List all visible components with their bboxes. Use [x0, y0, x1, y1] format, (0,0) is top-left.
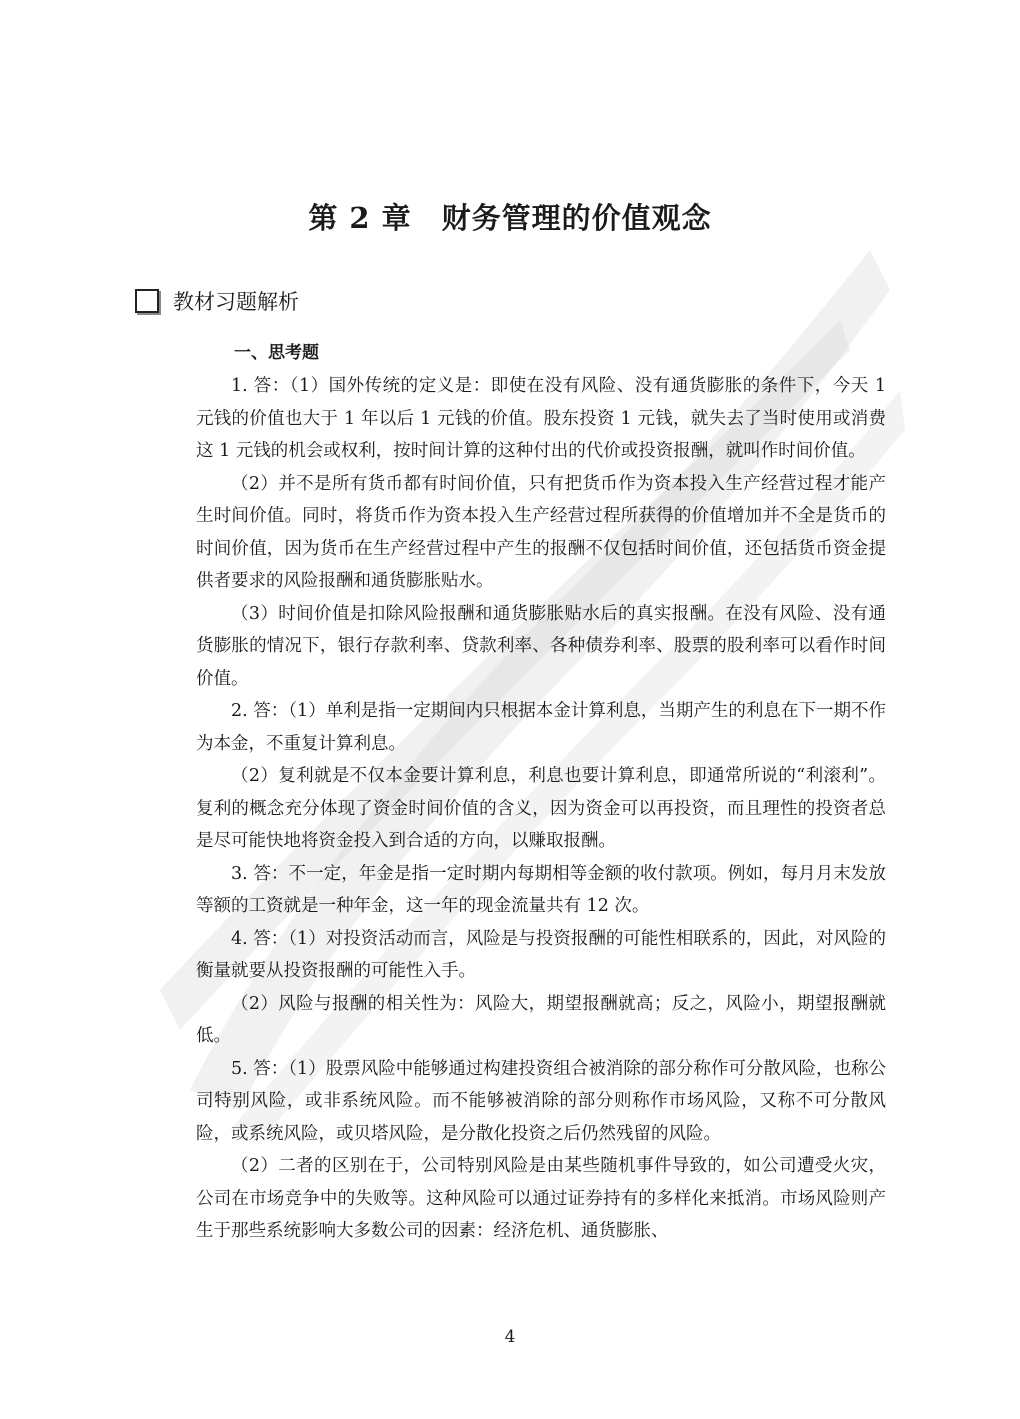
- paragraph: （2）并不是所有货币都有时间价值，只有把货币作为资本投入生产经营过程才能产生时间价值。同时，将货币作为资本投入生产经营过程所获得的价值增加并不全是货币的时间价值，因为货币在生产经营过程中产生的报酬不仅包括时间价值，还包括货币资金提供者要求的风险报酬和通货膨胀贴水。: [196, 473, 886, 591]
- section-header: [135, 286, 299, 316]
- paragraph: 3. 答：不一定，年金是指一定时期内每期相等金额的收付款项。例如，每月月末发放等额的工资就是一种年金，这一年的现金流量共有 12 次。: [196, 863, 886, 916]
- chapter-title: 第 2 章 财务管理的价值观念: [308, 201, 712, 235]
- paragraph: （3）时间价值是扣除风险报酬和通货膨胀贴水后的真实报酬。在没有风险、没有通货膨胀的情况下，银行存款利率、贷款利率、各种债券利率、股票的股利率可以看作时间价值。: [196, 603, 886, 689]
- section-box-icon: [135, 289, 159, 313]
- paragraph: 4. 答：（1）对投资活动而言，风险是与投资报酬的可能性相联系的，因此，对风险的衡量就要从投资报酬的可能性入手。: [196, 928, 886, 981]
- subsection-heading: 一、思考题: [234, 343, 319, 363]
- paragraph: 1. 答：（1）国外传统的定义是：即使在没有风险、没有通货膨胀的条件下，今天 1 元钱的价值也大于 1 年以后 1 元钱的价值。股东投资 1 元钱，就失去了当时使用或消费这 1 元钱的机会或权利，按时间计算的这种付出的代价或投资报酬，就叫作时间价值。: [196, 376, 886, 461]
- section-label: 教材习题解析: [173, 290, 299, 314]
- page-number: 4: [504, 1327, 516, 1347]
- paragraph: （2）风险与报酬的相关性为：风险大，期望报酬就高；反之，风险小，期望报酬就低。: [196, 993, 886, 1046]
- paragraph: （2）二者的区别在于，公司特别风险是由某些随机事件导致的，如公司遭受火灾，公司在市场竞争中的失败等。这种风险可以通过证券持有的多样化来抵消。市场风险则产生于那些系统影响大多数公司的因素：经济危机、通货膨胀、: [196, 1156, 886, 1241]
- main-content: [196, 338, 886, 1248]
- paragraph: （2）复利就是不仅本金要计算利息，利息也要计算利息，即通常所说的“利滚利”。复利的概念充分体现了资金时间价值的含义，因为资金可以再投资，而且理性的投资者总是尽可能快地将资金投入到合适的方向，以赚取报酬。: [196, 766, 886, 851]
- paragraph: 2. 答：（1）单利是指一定期间内只根据本金计算利息，当期产生的利息在下一期不作为本金，不重复计算利息。: [196, 701, 886, 754]
- paragraph: 5. 答：（1）股票风险中能够通过构建投资组合被消除的部分称作可分散风险，也称公司特别风险，或非系统风险。而不能够被消除的部分则称作市场风险，又称不可分散风险，或系统风险，或贝塔风险，是分散化投资之后仍然残留的风险。: [196, 1058, 886, 1144]
